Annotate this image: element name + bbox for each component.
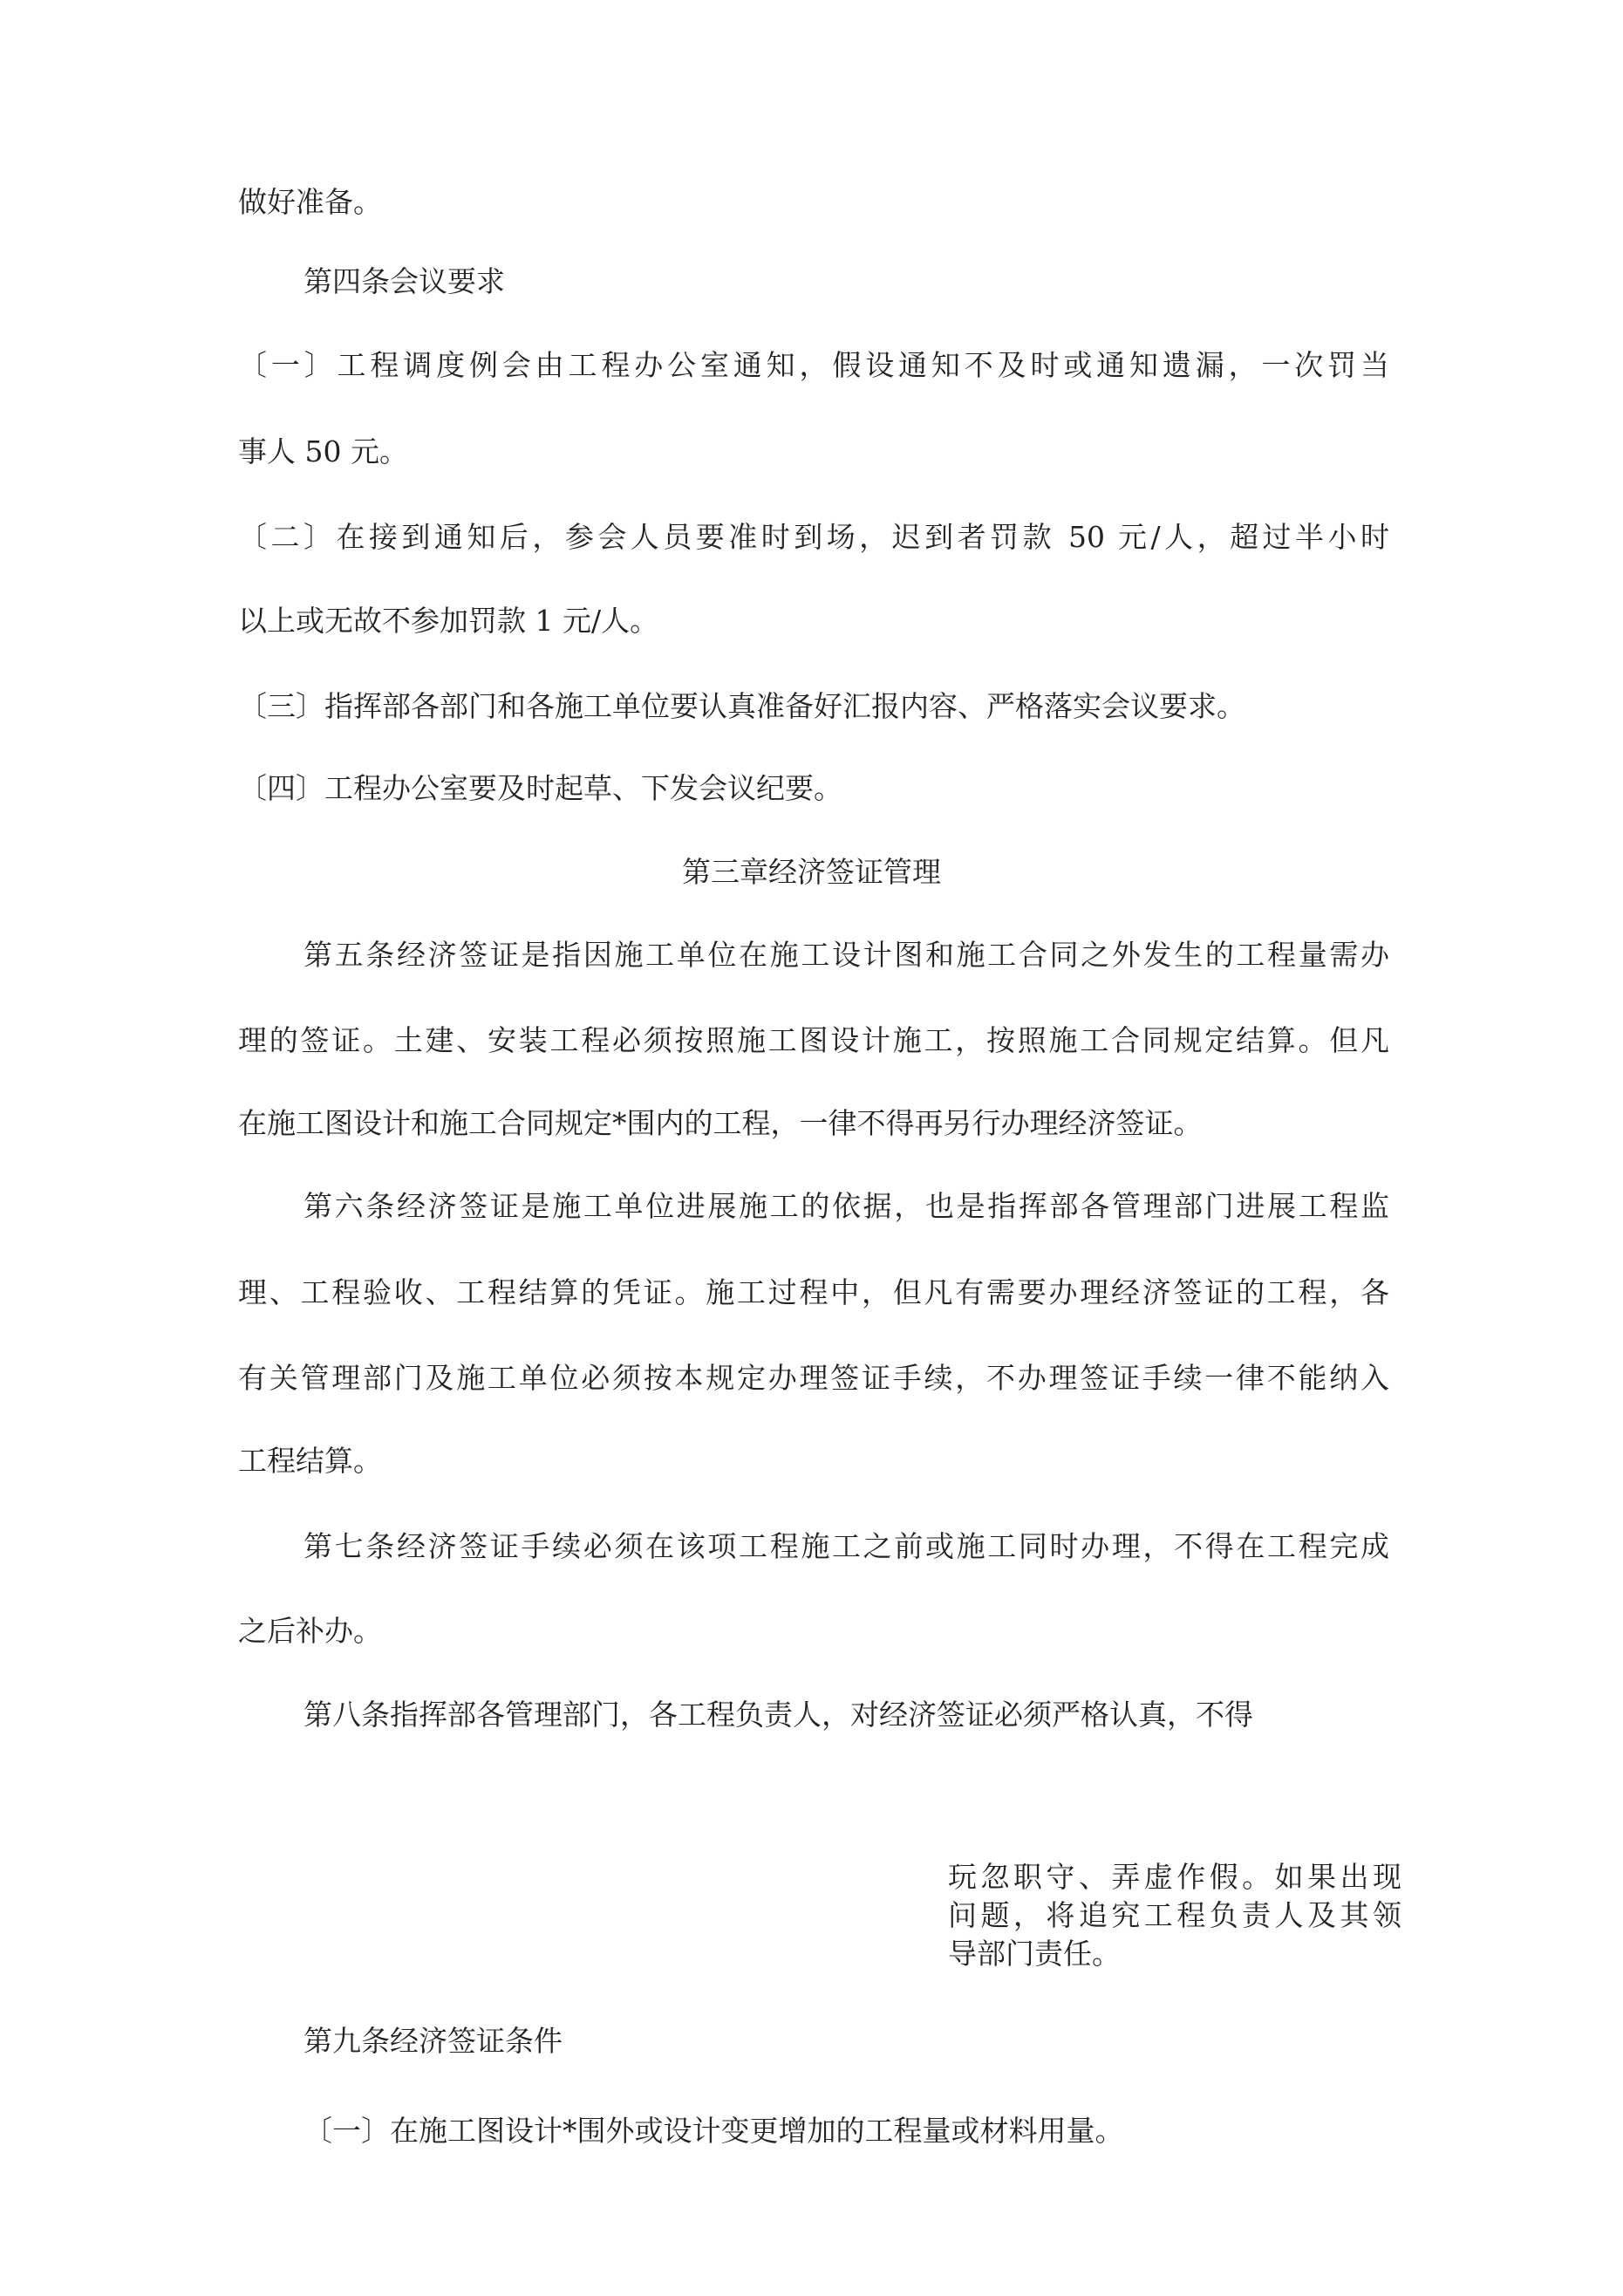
article-8-line-1: 第八条指挥部各管理部门，各工程负责人，对经济签证必须严格认真，不得 (303, 1698, 1253, 1732)
article-7-line-1: 第七条经济签证手续必须在该项工程施工之前或施工同时办理，不得在工程完成 (303, 1529, 1389, 1563)
continuation-line-1: 玩忽职守、弄虚作假。如果出现 (948, 1860, 1401, 1894)
article-6-line-2: 理、工程验收、工程结算的凭证。施工过程中，但凡有需要办理经济签证的工程，各 (238, 1275, 1389, 1309)
article-4-item-4: 〔四〕工程办公室要及时起草、下发会议纪要。 (238, 771, 842, 805)
continuation-line-2: 问题，将追究工程负责人及其领 (948, 1898, 1401, 1932)
continuation-line-3: 导部门责任。 (948, 1937, 1121, 1971)
article-5-line-1: 第五条经济签证是指因施工单位在施工设计图和施工合同之外发生的工程量需办 (303, 938, 1389, 972)
article-9-item-1: 〔一〕在施工图设计*围外或设计变更增加的工程量或材料用量。 (303, 2114, 1124, 2148)
article-4-item-3: 〔三〕指挥部各部门和各施工单位要认真准备好汇报内容、严格落实会议要求。 (238, 689, 1245, 723)
article-6-line-3: 有关管理部门及施工单位必须按本规定办理签证手续，不办理签证手续一律不能纳入 (238, 1361, 1389, 1395)
text-line-1: 做好准备。 (238, 185, 382, 219)
article-7-line-2: 之后补办。 (238, 1614, 382, 1648)
article-4-item-1-line-2: 事人 50 元。 (238, 434, 408, 468)
article-6-line-4: 工程结算。 (238, 1444, 382, 1478)
article-5-line-2: 理的签证。土建、安装工程必须按照施工图设计施工，按照施工合同规定结算。但凡 (238, 1023, 1389, 1057)
article-5-line-3: 在施工图设计和施工合同规定*围内的工程，一律不得再另行办理经济签证。 (238, 1106, 1203, 1140)
chapter-3-heading: 第三章经济签证管理 (682, 855, 941, 889)
article-4-heading: 第四条会议要求 (303, 264, 505, 298)
article-4-item-1-line-1: 〔一〕工程调度例会由工程办公室通知，假设通知不及时或通知遗漏，一次罚当 (238, 348, 1389, 382)
continuation-block (948, 1858, 1401, 1973)
article-6-line-1: 第六条经济签证是施工单位进展施工的依据，也是指挥部各管理部门进展工程监 (303, 1189, 1389, 1223)
article-4-item-2-line-2: 以上或无故不参加罚款 1 元/人。 (238, 604, 659, 638)
article-9-heading: 第九条经济签证条件 (303, 2024, 563, 2058)
article-4-item-2-line-1: 〔二〕在接到通知后，参会人员要准时到场，迟到者罚款 50 元/人，超过半小时 (238, 520, 1389, 554)
